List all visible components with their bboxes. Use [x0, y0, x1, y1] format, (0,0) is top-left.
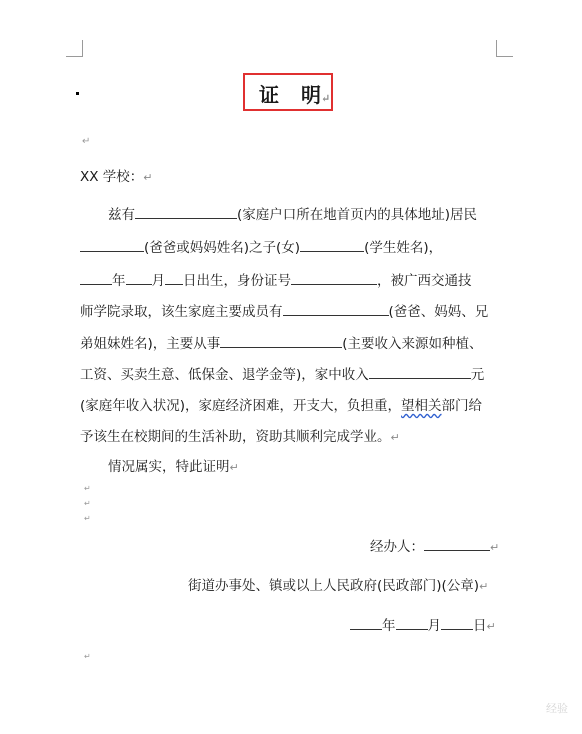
handler-signature-blank: [424, 537, 490, 551]
income-blank: [369, 365, 471, 379]
year-blank: [350, 616, 382, 630]
title-char-1: 证: [259, 83, 279, 107]
family-members-blank: [283, 302, 389, 316]
birth-year-blank: [80, 271, 112, 285]
paragraph-line-5: 弟姐妹姓名)，主要从事 (主要收入来源如种植、: [80, 336, 483, 352]
crop-mark-top-right: [496, 40, 513, 57]
return-mark-icon: ↵: [486, 620, 496, 633]
paragraph-line-7: (家庭年收入状况)，家庭经济困难，开支大，负担重，望相关部门给: [80, 398, 483, 414]
title-char-2: 明: [301, 83, 321, 107]
paragraph-line-2: (爸爸或妈妈姓名)之子(女) (学生姓名)，: [80, 238, 442, 258]
spellcheck-underline: 望相关: [401, 398, 442, 414]
day-blank: [441, 616, 473, 630]
return-mark-icon: ↵: [479, 580, 489, 593]
handler-line: [370, 537, 499, 558]
month-blank: [396, 616, 428, 630]
return-mark-icon: ↵: [82, 136, 91, 147]
paragraph-line-8: 予该生在校期间的生活补助，资助其顺利完成学业。↵: [80, 429, 400, 445]
parent-name-blank: [80, 238, 144, 252]
return-mark-icon: ↵: [229, 461, 239, 474]
issuer-text: 街道办事处、镇或以上人民政府(民政部门)(公章): [188, 578, 480, 594]
bullet-dot: [76, 92, 79, 95]
occupation-blank: [220, 334, 342, 348]
paragraph-mark: ↵: [84, 499, 91, 508]
handler-label: 经办人：: [370, 539, 424, 555]
paragraph-line-3: 年 月 日出生，身份证号 ，被广西交通技: [80, 271, 472, 291]
return-mark-icon: ↵: [390, 431, 400, 444]
paragraph-mark: ↵: [84, 484, 91, 493]
paragraph-line-6: 工资、买卖生意、低保金、退学金等)，家中收入 元: [80, 367, 485, 383]
birth-day-blank: [165, 271, 183, 285]
date-line: 年 月 日↵: [350, 616, 496, 637]
confirmation-line: 情况属实，特此证明↵: [108, 459, 239, 475]
return-mark-icon: ↵: [143, 171, 153, 184]
return-mark-icon: ↵: [321, 92, 331, 105]
birth-month-blank: [126, 271, 152, 285]
document-title: [259, 79, 330, 108]
watermark: 经验: [546, 702, 568, 715]
issuer-line: [188, 576, 488, 597]
paragraph-line-1: 兹有 (家庭户口所在地首页内的具体地址)居民: [108, 207, 478, 223]
id-number-blank: [291, 271, 377, 285]
salutation: [80, 167, 153, 188]
paragraph-mark: ↵: [84, 514, 91, 523]
address-blank: [135, 205, 237, 219]
crop-mark-top-left: [66, 40, 83, 57]
student-name-blank: [300, 238, 364, 252]
paragraph-mark: ↵: [84, 652, 91, 661]
salutation-text: XX 学校：: [80, 169, 144, 185]
return-mark-icon: ↵: [490, 541, 500, 554]
paragraph-line-4: 师学院录取，该生家庭主要成员有 (爸爸、妈妈、兄: [80, 304, 489, 320]
